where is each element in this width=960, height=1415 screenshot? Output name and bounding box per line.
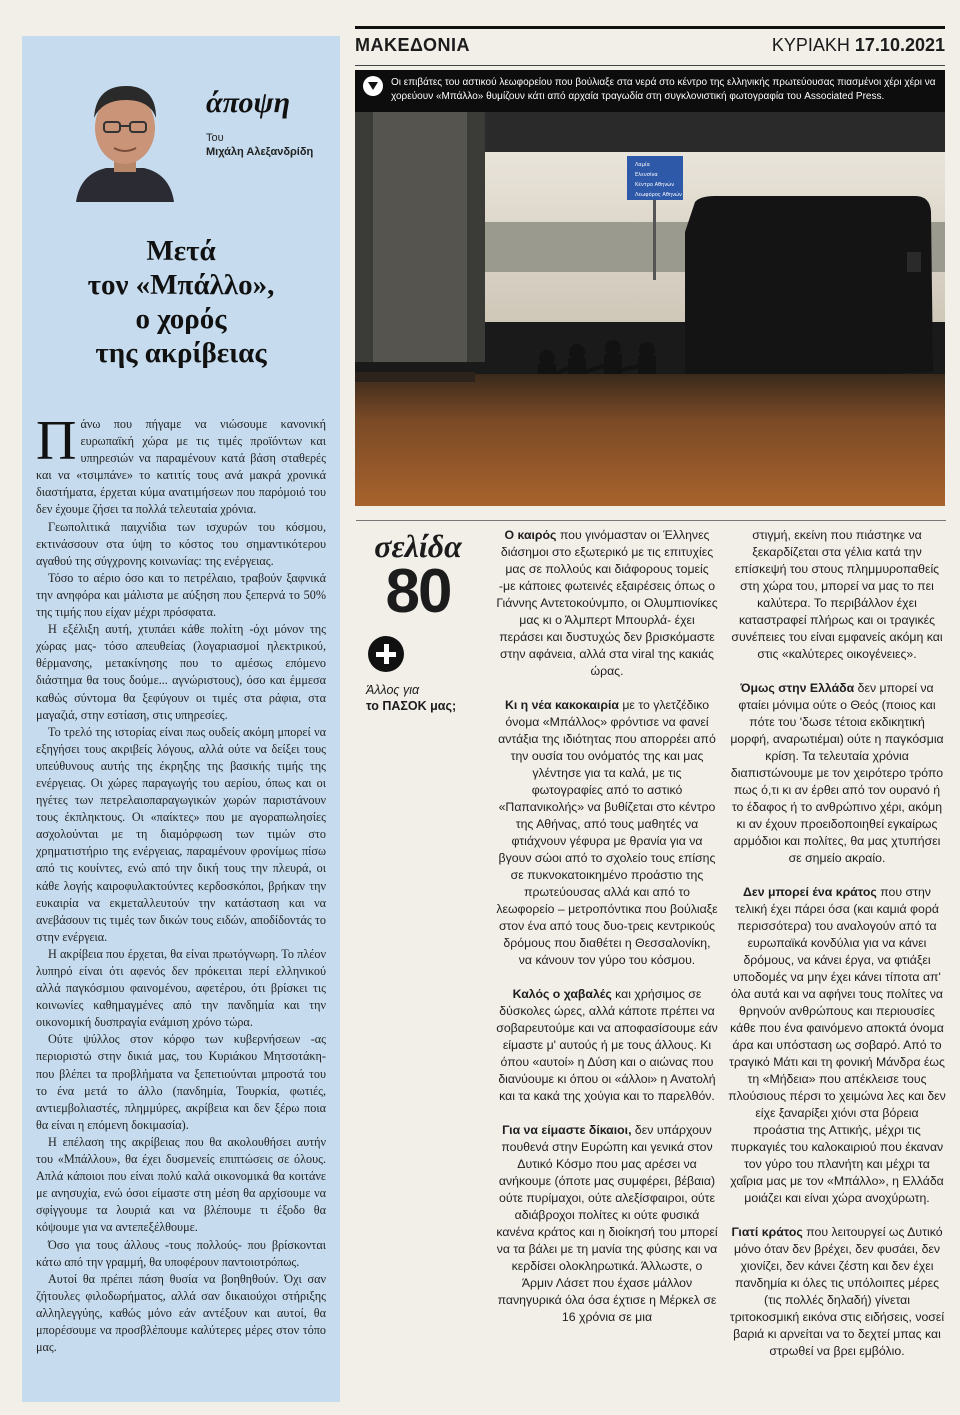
body-paragraph: Αυτοί θα πρέπει πάση θυσία να βοηθηθούν. Όχι σαν ζήτουλες φιλοδωρήματος, αλλά σαν δικαιούχοι στήριξης αλληλεγγύης, καθώς μόνο εάν αντέξουν και αυτοί, θα μπορέσουμε να προσβλέπουμε καλύτερες μέρες στον τόπο μας. [36, 1271, 326, 1355]
issue-day: ΚΥΡΙΑΚΗ [771, 35, 850, 55]
headline-line: τον «Μπάλλο», [87, 269, 275, 301]
plus-icon [368, 636, 404, 672]
column-paragraph: Καλός ο χαβαλές και χρήσιμος σε δύσκολες ώρες, αλλά κάποτε πρέπει να σοβαρευτούμε και να αποφασίσουμε εάν είμαστε μ' αυτούς ή με τους άλλους. Κι όπου «αυτοί» η Δύση και ο αιώνας που διανύουμε κι όπου οι «άλλοι» η Ανατολή και τα κακά της χούγια και το παρελθόν. [496, 987, 718, 1103]
column-paragraph: Ο καιρός που γινόμασταν οι Έλληνες διάσημοι στο εξωτερικό με τις επιτυχίες μας σε πολλούς και διάφορους τομείς -με κάποιες φωτεινές εξαιρέσεις όπως ο Γιάννης Αντετοκούνμπο, οι Ολυμπιονίκες μας κι ο Άλμπερτ Μπουρλά- έχει περάσει και δυστυχώς δεν βρισκόμαστε στην αφάνεια, αλλά στα viral της κακιάς ώρας. [496, 528, 718, 678]
body-paragraph: Όσο για τους άλλους -τους πολλούς- που βρίσκονται κάτω από την γραμμή, θα υποφέρουν παντοιοτρόπως. [36, 1237, 326, 1269]
author-name: Μιχάλη Αλεξανδρίδη [206, 146, 314, 158]
sign-line: Λαμία [635, 162, 650, 168]
body-paragraph: Η επέλαση της ακρίβειας που θα ακολουθήσει αυτήν του «Μπάλλου», θα έχει δυσμενείς επιπτώσεις σε όλους. Απλά κάποιοι που είναι πολύ καλά οικονομικά θα κοιτάνε με ανησυχία, ενώ όσοι είμαστε στη μέση θα αρχίσουμε να σφίγγουμε τα λουριά και να βλέπουμε τι έξοδο θα κόψουμε για να αντεπεξέλθουμε. [36, 1134, 326, 1235]
opinion-column [22, 36, 340, 1402]
byline-prefix: Του [206, 132, 224, 144]
caption-arrow-icon [363, 76, 383, 96]
body-paragraph: Τόσο το αέριο όσο και το πετρέλαιο, τραβούν ξαφνικά την ανηφόρα και μάλιστα με αύξηση που ξεπερνά το 50% της τιμής που είχαν μέχρι πρόσφατα. [36, 570, 326, 620]
body-paragraph: Η ακρίβεια που έρχεται, θα είναι πρωτόγνωρη. Το πλέον λυπηρό είναι ότι αφενός δεν πρόκειται περί ελληνικού αλλά παγκόσμιου φαινομένου, αφετέρου, ότι βρίσκει τις κοινωνίες καθημαγμένες από την πανδημία και την οικονομική δυσπραγία ενάμιση χρόνο τώρα. [36, 946, 326, 1030]
page-80-teaser[interactable] [362, 530, 474, 714]
headline-line: της ακρίβειας [95, 337, 267, 369]
body-paragraph: Ούτε ψύλλος στον κόρφο των κυβερνήσεων -ας περιοριστώ στην δικιά μας, του Κυριάκου Μητσοτάκη- που βλέπει τα προβλήματα να ξεπετιούνται μπροστά του το ένα μετά το άλλο (πανδημία, Τουρκία, φωτιές, αντιεμβολιαστές, πλημμύρες, ακρίβεια και δεν ξέρω ποια θα είναι η επόμενη δοκιμασία). [36, 1032, 326, 1132]
column-paragraph: Κι η νέα κακοκαιρία με το γλετζέδικο όνομα «Μπάλλος» φρόντισε να φανεί αντάξια της ιδιότητας που απορρέει από την ουσία του ονόματός της και μας γλέντησε για τα καλά, με τις φωτογραφίες από το αστικό «Παπανικολής» να βυθίζεται στο κέντρο της Αθήνας, από τους μαθητές να φτιάχνουν γέφυρα με θρανία για να βγουν σώοι από το σχολείο τους επίσης σε πυκνοκατοικημένο προάστιο της πρωτεύουσας αλλά και από το λεωφορείο – μετροπόντικα που βούλιαξε στον ένα από τους δυο-τρεις κεντρικούς δρόμους που διαθέτει η Θεσσαλονίκη, να κάνουν τον γύρο του κόσμου. [496, 698, 718, 967]
headline-line: Μετά [146, 235, 216, 267]
teaser-line: Άλλος για [366, 683, 420, 697]
column-paragraph: στιγμή, εκείνη που πιάστηκε να ξεκαρδίζεται στα γέλια κατά την επίσκεψή του στους πλημμυροπαθείς στη χώρα του, μπορεί να μας το πει καλύτερα. Το περιβάλλον έχει καταστραφεί πλήρως και οι τραγικές συνέπειες του είναι εμφανείς ακόμη και στις «καλύτερες οικογένειες». [731, 528, 943, 661]
body-paragraph: Πάνω που πήγαμε να νιώσουμε κανονική ευρωπαϊκή χώρα με τις τιμές προϊόντων και υπηρεσιών να παραμένουν κατά βάση σταθερές και να «τσιμπάνε» το κατιτίς τους ανά μακρά χρονικά διαστήματα, έρχεται κύμα ανατιμήσεων που παρόμοιό του δεν έχουμε ζήσει τα πολλά τελευταία χρόνια. [36, 410, 326, 517]
article-headline [36, 234, 326, 370]
teaser-text [362, 682, 474, 714]
paper-name: ΜΑΚΕΔΟΝΙΑ [355, 35, 470, 55]
headline-line: ο χορός [135, 303, 227, 335]
column-paragraph: Για να είμαστε δίκαιοι, δεν υπάρχουν πουθενά στην Ευρώπη και γενικά στον Δυτικό Κόσμο που μας αρέσει να ανήκουμε (όποτε μας συμφέρει, βέβαια) ούτε πυρίμαχοι, ούτε αλεξίσφαιροι, ούτε αδιάβροχοι πολίτες κι ούτε φυσικά κανένα κράτος και η διοίκησή του μπορεί να τα βάλει με τη μανία της φύσης και να κερδίσει ολοκληρωτικά. Άλλωστε, ο Άρμιν Λάσετ που έχασε μάλλον πανηγυρικά όλα όσα έχτισε η Μέρκελ σε 16 χρόνια σε μια [496, 1123, 718, 1324]
issue-date [772, 35, 945, 56]
opinion-label: άποψη [206, 86, 291, 119]
opinion-body [36, 410, 326, 1356]
article-column-1 [496, 527, 718, 1343]
column-paragraph: Δεν μπορεί ένα κράτος που στην τελική έχει πάρει όσα (και καμιά φορά περισσότερα) του αναλογούν από τα ευρωπαϊκά κονδύλια για να κάνει δρόμους, να κάνει έργα, να φτιάξει υποδομές να μην έχει κάνει τίποτα απ' όλα αυτά και να αφήνει τους πολίτες να θρηνούν ανθρώπους και περιουσίες κάθε που ένα φαινόμενο αποκτά όνομα άρα και υπόσταση ως σοβαρό. Από το τραγικό Μάτι και τη φονική Μάνδρα έως τη «Μήδεια» που απέκλεισε τους πλούσιους πέρσι το χειμώνα λες και δεν είχε ξαναρίξει χιόνι στα βόρεια προάστια της Αττικής, μέχρι τις πυρκαγιές του καλοκαιριού που έκαναν τον γύρο του πλανήτη και μέχρι τα χαΐρια μας με τον «Μπάλλο», η Ελλάδα μοιάζει και είναι χώρα ανοχύρωτη. [728, 885, 946, 1205]
masthead [355, 26, 945, 66]
flood-photo [355, 112, 945, 506]
author-portrait [66, 66, 184, 202]
sign-line: Ελευσίνα [635, 172, 658, 178]
issue-date-value: 17.10.2021 [854, 35, 945, 55]
body-paragraph: Γεωπολιτικά παιχνίδια των ισχυρών του κόσμου, εκτινάσσουν στα ύψη το κόστος του σημαντικότερου αγαθού της σύγχρονης κοινωνίας: της ενέργειας. [36, 519, 326, 568]
page-label: σελίδα [374, 528, 462, 564]
column-paragraph: Γιατί κράτος που λειτουργεί ως Δυτικό μόνο όταν δεν βρέχει, δεν φυσάει, δεν χιονίζει, δεν κάνει ζέστη και δεν έχει πανδημία κι όλες τις υπόλοιπες μέρες (τις πολλές δηλαδή) γίνεται τριτοκοσμική εικόνα στις ειδήσεις, νοσεί βαριά κι αρνείται να το δεχτεί μπας και στρωθεί να βρει εμβόλιο. [729, 1225, 945, 1358]
opinion-header [36, 36, 326, 176]
column-paragraph: Όμως στην Ελλάδα δεν μπορεί να φταίει μόνιμα ούτε ο Θεός (ποιος και πότε του 'δωσε τέτοια εκδικητική μορφή, αναρωτιέμαι) ούτε η παγκόσμια κρίση. Τα τελευταία χρόνια διαπιστώνουμε με τον χειρότερο τρόπο πως ό,τι κι αν έρθει από τον ουρανό ή το έδαφος ή το ανθρώπινο χέρι, ακόμη κι αν έχουν προειδοποιηθεί εγκαίρως αρμόδιοι και πολίτες, θα μας χτυπήσει σε σημείο ακραίο. [730, 681, 944, 865]
page-number: 80 [385, 557, 451, 626]
body-paragraph: Το τρελό της ιστορίας είναι πως ουδείς ακόμη μπορεί να εξηγήσει τους ακριβείς λόγους, αλλά ούτε να δείξει τους υπεύθυνους αυτής της έκρηξης της βασικής τιμής της ενέργειας. Οι χώρες παραγωγής του αερίου, όπως και οι ηγέτες των πετρελαιοπαραγωγικών χωρών παριστάνουν τους έκπληκτους. Οι «παίκτες» που με αγοραπωλησίες ασχολούνται με τη διαμόρφωση των τιμών στο χρηματιστήριο της ενέργειας, παραμένουν φρονίμως πίσω από τις κουίντες, ενώ από την δική τους την πλευρά, οι κάθε λογής καιροφυλακτούντες κερδοσκόποι, βρήκαν την ευκαιρία να εκμεταλλευτούν την κατάσταση και να ανεβάσουν τις τιμές των δικών τους ειδών, αποδίδοντάς το στην ενέργεια. [36, 724, 326, 944]
teaser-line: το ΠΑΣΟΚ μας; [366, 699, 457, 713]
drop-cap: Π [36, 410, 77, 472]
article-column-2 [728, 527, 946, 1377]
sign-line: Λεωφόρος Αθηνών [635, 192, 682, 198]
body-paragraph: Η εξέλιξη αυτή, χτυπάει κάθε πολίτη -όχι μόνον της χώρας μας- τόσο απευθείας (λογαριασμοί ηλεκτρικού, θέρμανσης, μετακίνησης που το αμέσως επόμενο διάστημα θα τους δούμε... αγνώριστους), όσο και έμμεσα καθώς σύντομα θα ξεφύγουν οι τιμές στα ράφια, στα μαγαζιά, στην εστίαση, στις υπηρεσίες. [36, 622, 326, 722]
sign-line: Κέντρο Αθηνών [635, 182, 675, 188]
photo-caption: Οι επιβάτες του αστικού λεωφορείου που βούλιαξε στα νερά στο κέντρο της ελληνικής πρωτεύουσας πιασμένοι χέρι χέρι να χορεύουν «Μπάλλο» θυμίζουν κάτι από αρχαία τραγωδία στη συγκλονιστική φωτογραφία του Associated Press. [391, 77, 936, 102]
photo-block [355, 70, 945, 506]
section-divider [356, 520, 946, 521]
